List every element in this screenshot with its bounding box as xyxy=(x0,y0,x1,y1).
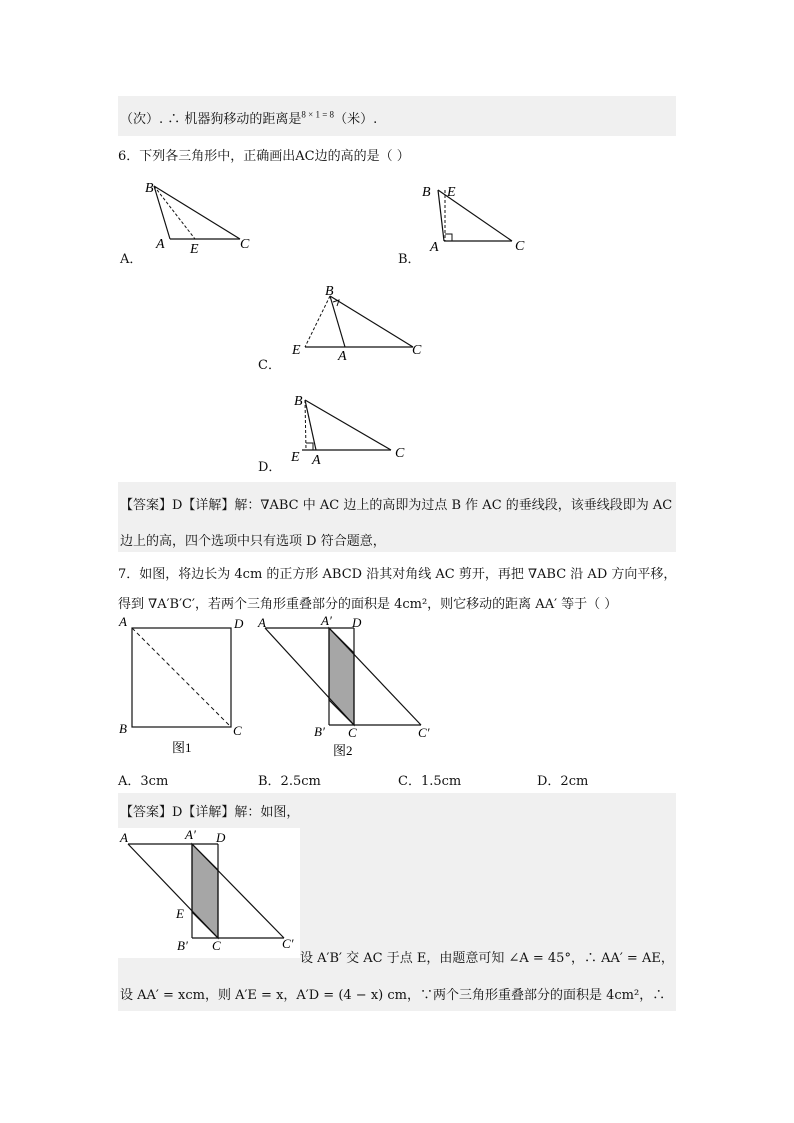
label-c: C xyxy=(412,343,422,358)
label-a: A xyxy=(258,615,266,630)
label-d: D xyxy=(216,830,226,845)
q7-answer-head: 【答案】D【详解】解：如图， xyxy=(120,805,300,820)
fig2-caption: 图2 xyxy=(333,743,353,758)
q7-stem-line1: 7．如图，将边长为 4cm 的正方形 ABCD 沿其对角线 AC 剪开，再把 ∇ABC 沿 AD 方向平移， xyxy=(118,567,677,582)
label-c-prime: C′ xyxy=(282,936,294,951)
q6-option-d-label[interactable]: D． xyxy=(258,460,282,475)
q6-figure-c xyxy=(285,282,430,362)
label-a-prime: A′ xyxy=(185,828,196,842)
q7-figure-1 xyxy=(115,615,255,760)
q7-answer-figure xyxy=(118,828,300,958)
label-e: E xyxy=(190,242,199,257)
fig1-caption: 图1 xyxy=(172,740,192,755)
q7-stem-line2: 得到 ∇A′B′C′，若两个三角形重叠部分的面积是 4cm²，则它移动的距离 AA′ 等于（ ） xyxy=(118,597,618,612)
label-a: A xyxy=(120,830,128,845)
q6-answer-line2: 边上的高，四个选项中只有选项 D 符合题意， xyxy=(120,534,386,549)
label-c: C xyxy=(348,725,357,740)
q7-answer-line2: 设 A′B′ 交 AC 于点 E，由题意可知 ∠A = 45°，∴ AA′ = AE， xyxy=(300,951,674,966)
label-a: A xyxy=(312,453,321,466)
prev-solution-line: （次）. ∴ 机器狗移动的距离是$^{8 \times 1 = 8}$（米）. xyxy=(120,109,378,127)
label-a: A xyxy=(119,615,127,629)
label-c-prime: C′ xyxy=(418,725,430,740)
q6-figure-a xyxy=(140,178,260,260)
label-a: A xyxy=(156,237,165,252)
label-a: A xyxy=(338,349,347,362)
label-b-prime: B′ xyxy=(314,724,325,739)
q7-choice-a[interactable]: A．3cm xyxy=(118,774,169,789)
label-c: C xyxy=(233,723,242,738)
q6-figure-d xyxy=(288,390,413,466)
label-c: C xyxy=(515,239,525,254)
label-b: B xyxy=(119,721,127,736)
label-d: D xyxy=(234,616,244,631)
label-b: B xyxy=(145,181,154,196)
label-e: E xyxy=(292,343,301,358)
q6-option-b-label[interactable]: B． xyxy=(398,252,421,267)
q7-choice-d[interactable]: D．2cm xyxy=(537,774,589,789)
q7-choice-b[interactable]: B．2.5cm xyxy=(258,774,321,789)
label-c: C xyxy=(395,446,405,461)
q6-option-c-label[interactable]: C． xyxy=(258,358,281,373)
label-c: C xyxy=(240,237,250,252)
label-e: E xyxy=(291,450,300,465)
q7-answer-line3: 设 AA′ = xcm，则 A′E = x，A′D = (4 − x) cm，∵两个三角形重叠部分的面积是 4cm²，∴ xyxy=(120,988,666,1003)
q7-figure-2 xyxy=(255,613,440,763)
label-a-prime: A′ xyxy=(321,613,332,628)
q6-answer-line1: 【答案】D【详解】解：∇ABC 中 AC 边上的高即为过点 B 作 AC 的垂线段，该垂线段即为 AC xyxy=(120,498,673,513)
q7-choice-c[interactable]: C．1.5cm xyxy=(398,774,462,789)
label-b: B xyxy=(294,394,303,409)
q6-stem: 6．下列各三角形中，正确画出AC边的高的是（ ） xyxy=(118,149,410,164)
q6-figure-b xyxy=(420,180,540,260)
label-c: C xyxy=(212,938,221,953)
label-b: B xyxy=(325,284,334,299)
label-b-prime: B′ xyxy=(177,938,188,953)
label-a: A xyxy=(430,240,439,255)
label-d: D xyxy=(352,615,362,630)
label-b: B xyxy=(422,185,431,200)
label-e: E xyxy=(176,906,184,921)
label-e: E xyxy=(447,185,456,200)
q6-option-a-label[interactable]: A． xyxy=(120,252,143,267)
